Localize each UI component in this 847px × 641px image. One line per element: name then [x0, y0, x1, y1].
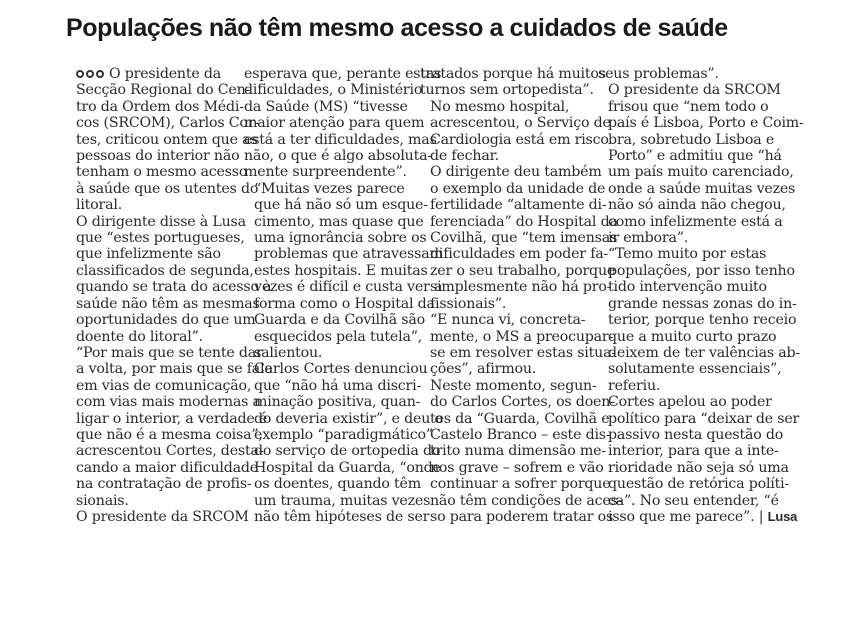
text-line: trito numa dimensão me-: [430, 443, 606, 460]
paragraph: [244, 66, 442, 181]
text-line: não têm hipóteses de ser: [254, 508, 430, 525]
text-line: quando se trata do acesso à: [76, 279, 272, 296]
text-line: deixem de ter valências ab-: [608, 344, 800, 361]
paragraph: [598, 394, 800, 525]
text-line: solutamente essenciais”,: [608, 361, 782, 378]
text-line: o exemplo da unidade de: [430, 180, 606, 197]
headline: Populações não têm mesmo acesso a cuidados de saúde: [66, 14, 728, 42]
text-line: “E nunca vi, concreta-: [430, 312, 586, 329]
text-line: ligar o interior, a verdade é: [76, 410, 268, 427]
text-line: cando a maior dificuldade: [76, 459, 258, 476]
paragraph: [420, 164, 618, 312]
text-line: passivo nesta questão do: [608, 426, 784, 443]
text-line: acrescentou, o Serviço de: [430, 115, 611, 132]
text-line: uma ignorância sobre os: [254, 230, 427, 247]
text-line: que infelizmente são: [76, 246, 221, 263]
text-line: a volta, por mais que se fale: [76, 361, 273, 378]
text-line: do serviço de ortopedia do: [254, 443, 441, 460]
text-line: esperava que, perante estas: [244, 66, 442, 82]
text-line: nos grave – sofrem e vão: [430, 459, 604, 476]
text-line: continuar a sofrer porque: [430, 476, 611, 493]
text-line: pessoas do interior não: [76, 148, 240, 165]
paragraph: [598, 66, 764, 82]
lead-line: [66, 66, 232, 82]
text-line: tro da Ordem dos Médi-: [76, 98, 244, 115]
text-line: que há não só um esque-: [254, 197, 428, 214]
text-line: problemas que atravessam: [254, 246, 443, 263]
article-column-2: [244, 66, 443, 525]
text-line: cos (SRCOM), Carlos Cor-: [76, 115, 259, 132]
text-line: O dirigente disse à Lusa: [76, 213, 246, 230]
text-line: estes hospitais. E muitas: [254, 262, 428, 279]
text-line: do Carlos Cortes, os doen-: [430, 394, 615, 411]
three-circles-icon: [76, 70, 104, 78]
text-line: questão de retórica políti-: [608, 476, 790, 493]
text-line: grande nessas zonas do in-: [608, 295, 797, 312]
text-line: interior, para que a inte-: [608, 443, 779, 460]
paragraph: [66, 213, 272, 345]
text-line: Carlos Cortes denunciou: [254, 361, 428, 378]
text-line: da Saúde (MS) “tivesse: [244, 98, 408, 115]
text-line: ir embora”.: [608, 230, 689, 247]
text-line: tes da “Guarda, Covilhã e: [430, 410, 610, 427]
text-line: está a ter dificuldades, mas: [244, 131, 437, 148]
text-line: seus problemas”.: [598, 66, 719, 82]
text-line: doente do litoral”.: [76, 328, 203, 345]
text-line: O presidente da SRCOM: [76, 508, 249, 525]
paragraph: [598, 82, 804, 247]
text-line: vezes é difícil e custa ver a: [254, 279, 443, 296]
text-line: Guarda e da Covilhã são: [254, 312, 425, 329]
text-line: Covilhã, que “tem imensas: [430, 230, 618, 247]
text-line: mente, o MS a preocupar-: [430, 328, 614, 345]
paragraph: [420, 98, 611, 165]
text-line: ções”, afirmou.: [430, 361, 537, 378]
text-line: classificados de segunda,: [76, 262, 254, 279]
text-line: saúde não têm as mesmas: [76, 295, 260, 312]
text-line: um país muito carenciado,: [608, 164, 794, 181]
text-line: O presidente da SRCOM: [608, 82, 781, 99]
text-line: simplesmente não há pro-: [430, 279, 612, 296]
article-column-4: [598, 66, 804, 525]
closing-line: isso que me parece”. | Lusa: [608, 508, 798, 525]
text-line: que “estes portugueses,: [76, 230, 245, 247]
paragraph: [244, 361, 443, 525]
text-line: terior, porque tenho receio: [608, 312, 797, 329]
text-line: mente surpreendente”.: [244, 164, 407, 181]
text-line: “Temo muito por estas: [608, 246, 767, 263]
text-line: exemplo “paradigmático”: [254, 426, 433, 443]
text-line: do deveria existir”, e deu o: [254, 410, 443, 427]
text-line: ferenciada” do Hospital da: [430, 213, 618, 230]
text-line: político para “deixar de ser: [608, 410, 800, 427]
text-line: fertilidade “altamente di-: [430, 197, 607, 214]
text-line: bra, sobretudo Lisboa e: [608, 131, 775, 148]
text-line: isso que me parece”.: [608, 508, 755, 525]
text-line: como infelizmente está a: [608, 213, 783, 230]
text-line: litoral.: [76, 197, 123, 214]
text-line: Cortes apelou ao poder: [608, 394, 772, 411]
paragraph: [66, 508, 249, 525]
text-line: Porto” e admitiu que “há: [608, 148, 782, 165]
text-line: Cardiologia está em risco: [430, 131, 609, 148]
paragraph: [420, 377, 623, 526]
text-line: Secção Regional do Cen-: [76, 82, 251, 99]
text-line: Hospital da Guarda, “onde: [254, 459, 441, 476]
source-credit: Lusa: [767, 508, 798, 524]
paragraph: [66, 66, 259, 214]
text-line: os doentes, quando têm: [254, 476, 421, 493]
text-line: esquecidos pela tutela”,: [254, 328, 423, 345]
text-line: minação positiva, quan-: [254, 394, 421, 411]
text-line: turnos sem ortopedista”.: [420, 82, 594, 99]
text-line: se em resolver estas situa-: [430, 344, 616, 361]
text-line: “Muitas vezes parece: [254, 180, 405, 197]
text-line: à saúde que os utentes do: [76, 180, 259, 197]
paragraph: [420, 312, 616, 378]
text-line: com vias mais modernas a: [76, 394, 261, 411]
text-line: onde a saúde muitas vezes: [608, 180, 796, 197]
text-line: fissionais”.: [430, 295, 507, 312]
text-line: tratados porque há muitos: [420, 66, 606, 82]
text-line: “Por mais que se tente dar: [76, 344, 263, 361]
text-line: dificuldades, o Ministério: [244, 82, 423, 99]
text-line: populações, por isso tenho: [608, 262, 795, 279]
text-line: forma como o Hospital da: [254, 295, 435, 312]
text-line: O dirigente deu também: [430, 164, 602, 181]
text-line: oportunidades do que um: [76, 312, 256, 329]
article-column-3: [420, 66, 623, 525]
paragraph: [420, 66, 606, 99]
text-line: de fechar.: [430, 148, 499, 165]
article-column-1: [66, 66, 273, 525]
text-line: rioridade não seja só uma: [608, 459, 789, 476]
text-line: não, o que é algo absoluta-: [244, 148, 432, 165]
text-line: que a muito curto prazo: [608, 328, 777, 345]
text-line: tido intervenção muito: [608, 279, 767, 296]
text-line: ca”. No seu entender, “é: [608, 492, 779, 509]
text-line: so para poderem tratar os: [430, 508, 614, 525]
text-line: O presidente da: [109, 66, 221, 82]
text-line: No mesmo hospital,: [430, 98, 570, 115]
text-line: maior atenção para quem: [244, 115, 425, 132]
text-line: em vias de comunicação,: [76, 377, 252, 394]
text-line: zer o seu trabalho, porque: [430, 262, 616, 279]
text-line: um trauma, muitas vezes: [254, 492, 431, 509]
text-line: Castelo Branco – este dis-: [430, 426, 611, 443]
text-line: tenham o mesmo acesso: [76, 164, 248, 181]
text-line: dificuldades em poder fa-: [430, 246, 609, 263]
text-line: Neste momento, segun-: [430, 377, 597, 394]
text-line: país é Lisboa, Porto e Coim-: [608, 115, 804, 132]
text-line: na contratação de profis-: [76, 476, 252, 493]
text-line: que “não há uma discri-: [254, 377, 422, 394]
text-line: não só ainda não chegou,: [608, 197, 786, 214]
text-line: cimento, mas quase que: [254, 213, 424, 230]
text-line: referiu.: [608, 377, 661, 394]
paragraph: [244, 180, 443, 361]
text-line: que não é a mesma coisa”,: [76, 426, 263, 443]
paragraph: [66, 344, 273, 509]
text-line: frisou que “nem todo o: [608, 98, 769, 115]
text-line: não têm condições de aces-: [430, 492, 623, 509]
text-line: acrescentou Cortes, desta-: [76, 443, 264, 460]
text-line: sionais.: [76, 492, 129, 509]
text-line: tes, criticou ontem que as: [76, 131, 258, 148]
text-line: salientou.: [254, 344, 323, 361]
paragraph: [598, 246, 800, 394]
